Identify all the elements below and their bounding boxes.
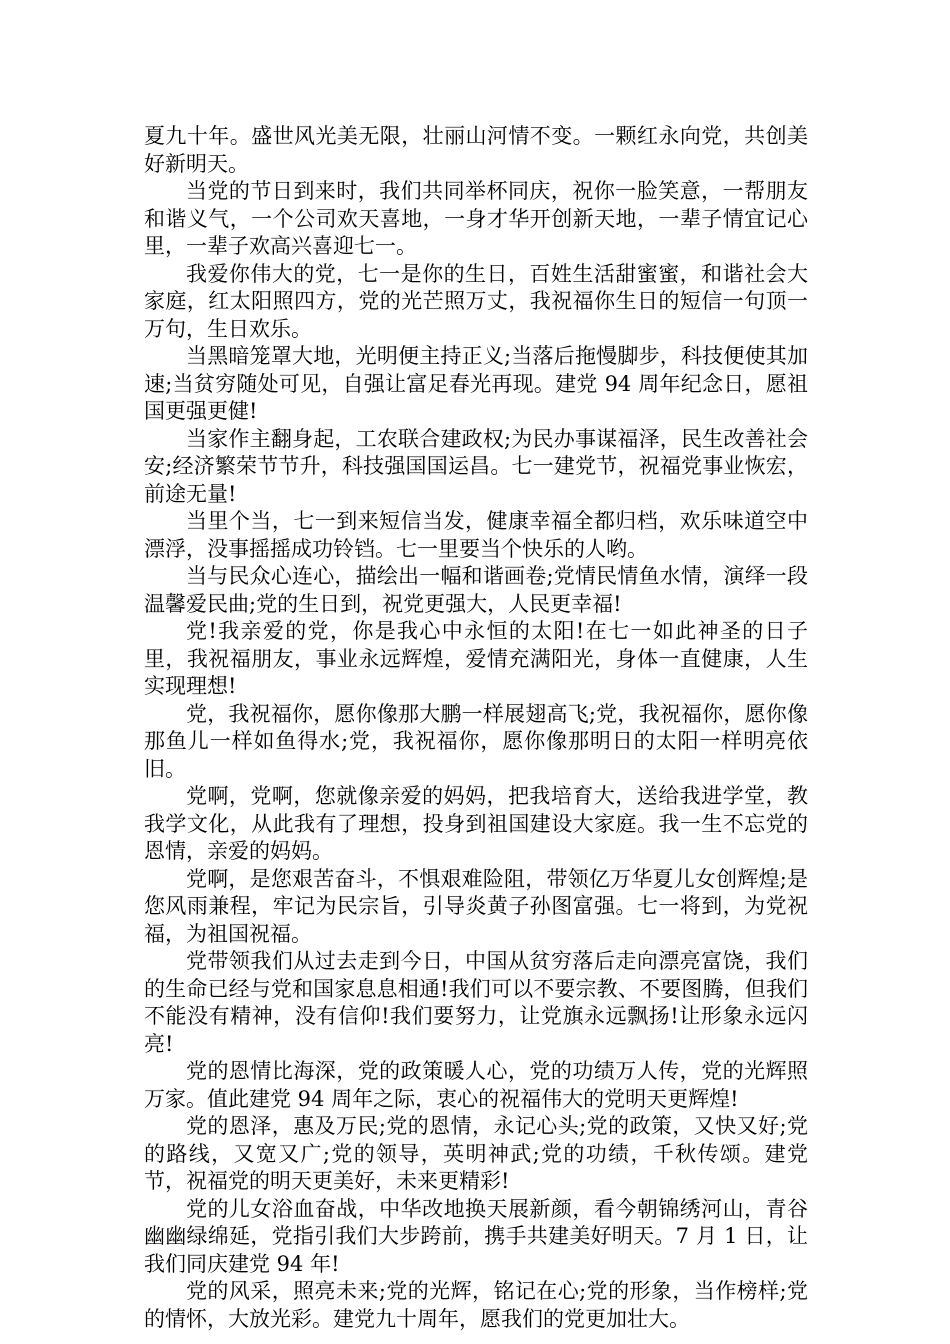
- paragraph: 党，我祝福你，愿你像那大鹏一样展翅高飞;党，我祝福你，愿你像那鱼儿一样如鱼得水;党，我祝福你，愿你像那明日的太阳一样明亮依旧。: [144, 701, 808, 781]
- paragraph: 党!我亲爱的党，你是我心中永恒的太阳!在七一如此神圣的日子里，我祝福朋友，事业永远辉煌，爱情充满阳光，身体一直健康，人生实现理想!: [144, 619, 808, 698]
- paragraph: 当与民众心连心，描绘出一幅和谐画卷;党情民情鱼水情，演绎一段温馨爱民曲;党的生日到，祝党更强大，人民更幸福!: [144, 564, 808, 616]
- paragraph: 我爱你伟大的党，七一是你的生日，百姓生活甜蜜蜜，和谐社会大家庭，红太阳照四方，党的光芒照万丈，我祝福你生日的短信一句顶一万句，生日欢乐。: [144, 261, 808, 341]
- paragraph: 当家作主翻身起，工农联合建政权;为民办事谋福泽，民生改善社会安;经济繁荣节节升，科技强国国运昌。七一建党节，祝福党事业恢宏，前途无量!: [144, 426, 808, 506]
- paragraph: 党的恩泽，惠及万民;党的恩情，永记心头;党的政策，又快又好;党的路线，又宽又广;党的领导，英明神武;党的功绩，千秋传颂。建党节，祝福党的明天更美好，未来更精彩!: [144, 1114, 808, 1193]
- paragraph: 党的恩情比海深，党的政策暖人心，党的功绩万人传，党的光辉照万家。值此建党 94 周年之际，衷心的祝福伟大的党明天更辉煌!: [144, 1059, 808, 1111]
- paragraph: 党啊，是您艰苦奋斗，不惧艰难险阻，带领亿万华夏儿女创辉煌;是您风雨兼程，牢记为民宗旨，引导炎黄子孙图富强。七一将到，为党祝福，为祖国祝福。: [144, 866, 808, 946]
- paragraph: 党的风采，照亮未来;党的光辉，铭记在心;党的形象，当作榜样;党的情怀，大放光彩。建党九十周年，愿我们的党更加壮大。: [144, 1279, 808, 1331]
- paragraph: 党带领我们从过去走到今日，中国从贫穷落后走向漂亮富饶，我们的生命已经与党和国家息息相通!我们可以不要宗教、不要图腾，但我们不能没有精神，没有信仰!我们要努力，让党旗永远飘扬!让形象永远闪亮!: [144, 949, 808, 1056]
- paragraph: 党的儿女浴血奋战，中华改地换天展新颜，看今朝锦绣河山，青谷幽幽绿绵延，党指引我们大步跨前，携手共建美好明天。7 月 1 日，让我们同庆建党 94 年!: [144, 1196, 808, 1276]
- paragraph: 夏九十年。盛世风光美无限，壮丽山河情不变。一颗红永向党，共创美好新明天。: [144, 124, 808, 176]
- paragraph: 党啊，党啊，您就像亲爱的妈妈，把我培育大，送给我进学堂，教我学文化，从此我有了理想，投身到祖国建设大家庭。我一生不忘党的恩情，亲爱的妈妈。: [144, 784, 808, 863]
- document-body: [144, 123, 808, 1333]
- paragraph: 当黑暗笼罩大地，光明便主持正义;当落后拖慢脚步，科技便使其加速;当贫穷随处可见，自强让富足春光再现。建党 94 周年纪念日，愿祖国更强更健!: [144, 344, 808, 423]
- paragraph: 当党的节日到来时，我们共同举杯同庆，祝你一脸笑意，一帮朋友和谐义气，一个公司欢天喜地，一身才华开创新天地，一辈子情宜记心里，一辈子欢高兴喜迎七一。: [144, 179, 808, 258]
- paragraph: 当里个当，七一到来短信当发，健康幸福全都归档，欢乐味道空中漂浮，没事摇摇成功铃铛。七一里要当个快乐的人哟。: [144, 509, 808, 561]
